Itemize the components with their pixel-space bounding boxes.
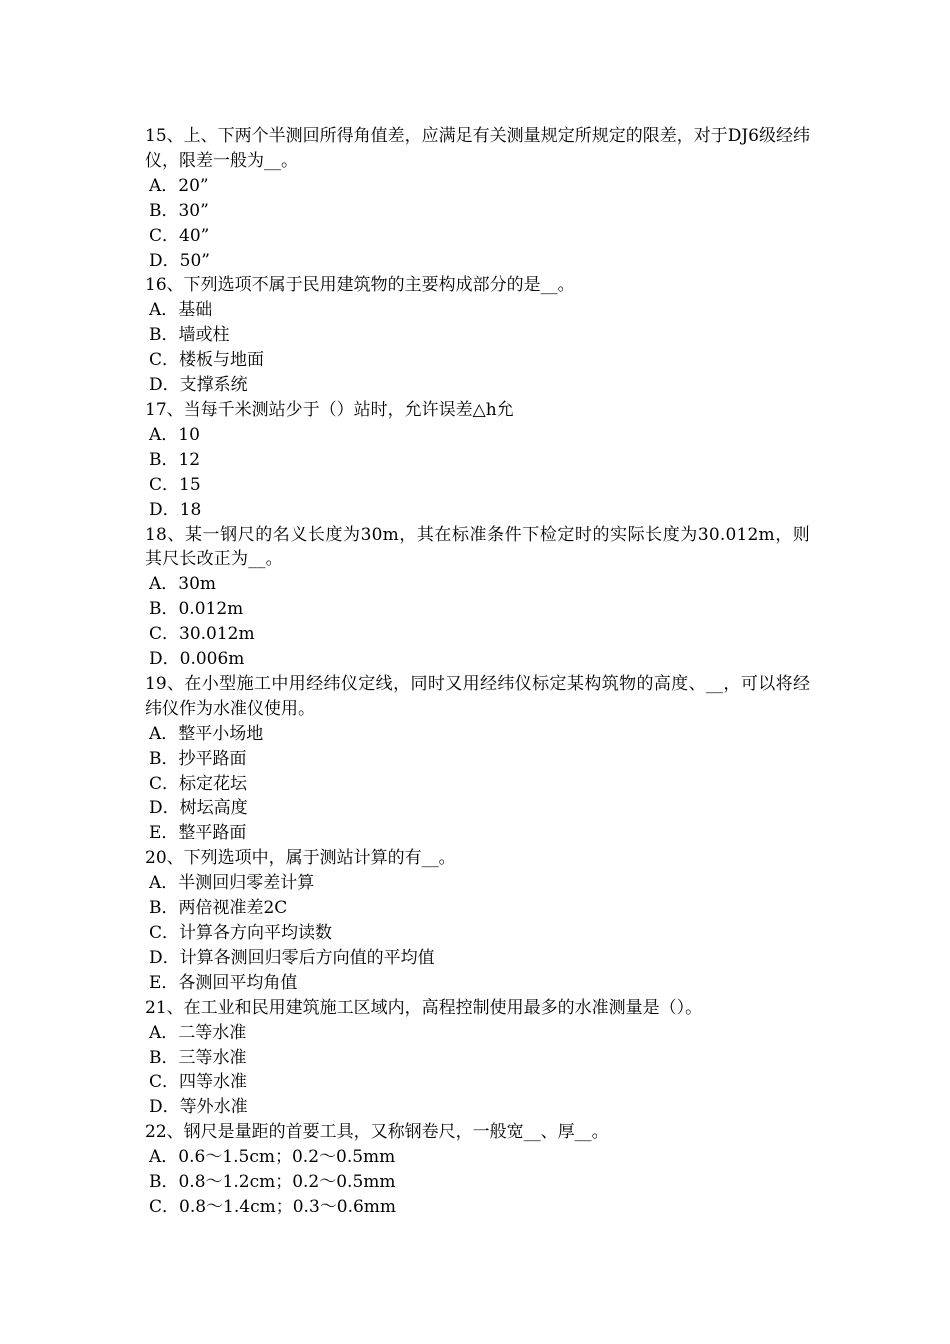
- option-b: B．三等水准: [149, 1047, 247, 1068]
- option-b: B．12: [149, 449, 201, 470]
- option-c: C．40”: [149, 225, 210, 246]
- question-stem: 22、钢尺是量距的首要工具，又称钢卷尺，一般宽__、厚__。: [145, 1122, 609, 1143]
- question-stem: 16、下列选项不属于民用建筑物的主要构成部分的是__。: [145, 275, 575, 296]
- option-a: A．30m: [149, 574, 217, 595]
- question-20: [145, 846, 810, 995]
- option-b: B．30”: [149, 200, 209, 221]
- option-d: D．计算各测回归零后方向值的平均值: [149, 947, 435, 968]
- option-b: B．0.012m: [149, 599, 244, 620]
- option-e: E．各测回平均角值: [149, 972, 298, 993]
- option-d: D．支撑系统: [149, 375, 248, 396]
- option-a: A．0.6～1.5cm；0.2～0.5mm: [149, 1147, 396, 1168]
- option-e: E．整平路面: [149, 823, 247, 844]
- option-b: B．抄平路面: [149, 748, 247, 769]
- option-a: A．基础: [149, 300, 213, 321]
- option-c: C．计算各方向平均读数: [149, 923, 333, 943]
- question-19: [145, 672, 810, 846]
- question-stem: 17、当每千米测站少于（）站时，允许误差△h允: [145, 399, 514, 420]
- option-d: D．等外水准: [149, 1097, 248, 1118]
- question-22: [145, 1120, 810, 1220]
- option-d: D．树坛高度: [149, 798, 248, 819]
- option-a: A．20”: [149, 175, 209, 196]
- option-a: A．10: [149, 424, 200, 445]
- question-17: [145, 398, 810, 523]
- question-stem: 18、某一钢尺的名义长度为30m，其在标准条件下检定时的实际长度为30.012m，则其尺长改正为__。: [145, 524, 810, 570]
- option-c: C．15: [149, 474, 201, 495]
- question-16: [145, 273, 810, 398]
- option-c: C．四等水准: [149, 1072, 248, 1093]
- option-c: C．0.8～1.4cm；0.3～0.6mm: [149, 1196, 397, 1217]
- option-d: D．18: [149, 499, 202, 520]
- option-c: C．楼板与地面: [149, 350, 265, 371]
- question-15: [145, 124, 810, 273]
- question-stem: 21、在工业和民用建筑施工区域内，高程控制使用最多的水准测量是（）。: [145, 997, 703, 1018]
- question-stem: 15、上、下两个半测回所得角值差，应满足有关测量规定所规定的限差，对于DJ6级经纬仪，限差一般为__。: [145, 126, 810, 171]
- option-b: B．两倍视准差2C: [149, 898, 288, 919]
- option-a: A．半测回归零差计算: [149, 873, 315, 894]
- question-21: [145, 996, 810, 1121]
- option-d: D．0.006m: [149, 649, 245, 670]
- option-a: A．整平小场地: [149, 723, 264, 744]
- question-list: [145, 124, 810, 1220]
- option-d: D．50”: [149, 250, 210, 271]
- option-c: C．标定花坛: [149, 773, 248, 794]
- question-stem: 20、下列选项中，属于测站计算的有__。: [145, 848, 456, 869]
- question-stem: 19、在小型施工中用经纬仪定线，同时又用经纬仪标定某构筑物的高度、__，可以将经纬仪作为水准仪使用。: [145, 673, 810, 719]
- option-c: C．30.012m: [149, 624, 255, 645]
- option-b: B．0.8～1.2cm；0.2～0.5mm: [149, 1172, 396, 1193]
- option-b: B．墙或柱: [149, 325, 230, 346]
- option-a: A．二等水准: [149, 1022, 247, 1043]
- question-18: [145, 523, 810, 672]
